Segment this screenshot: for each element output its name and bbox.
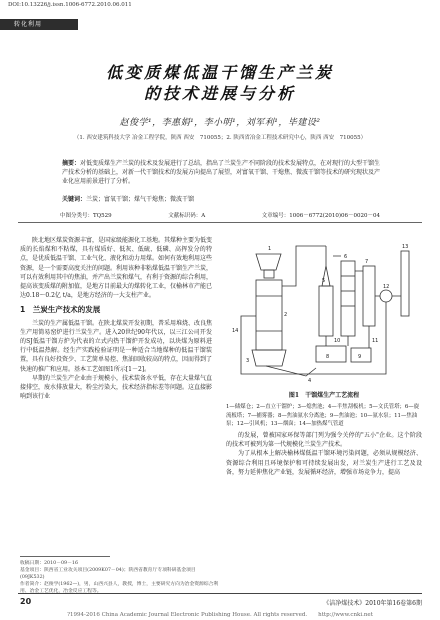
page-number: 20 bbox=[20, 597, 32, 606]
right-column bbox=[226, 236, 422, 477]
doi-header bbox=[8, 2, 132, 9]
abstract bbox=[62, 159, 382, 186]
divider bbox=[18, 222, 422, 223]
document-code: 文献标识码：A bbox=[168, 213, 206, 219]
diagram-label: 5 bbox=[322, 278, 326, 284]
received-date: 收稿日期：2010－09－16 bbox=[20, 561, 78, 566]
keywords-heading: 关键词： bbox=[62, 196, 87, 203]
article-number: 文章编号：1006－6772(2010)06－0020－04 bbox=[261, 213, 380, 219]
copyright-line: ?1994-2016 China Academic Journal Electronic Publishing House. All rights reserved. http://www.cnki.net bbox=[67, 612, 373, 618]
diagram-label: 4 bbox=[308, 378, 312, 384]
diagram-label: 9 bbox=[358, 354, 362, 360]
diagram-label: 10 bbox=[334, 338, 341, 344]
body-paragraph: 兰炭的生产属低温干馏。在陕北煤炭开发初期，普采用堆烧、改良焦生产用简易窑炉进行兰炭生产。进入20世纪90年代以，以三江公司开发的SJ低温干馏方炉为代表的立式内热干馏炉开发成功，以块煤为原料进行中低温热解。经生产实践检验证明是一种适合当地煤种的低温干馏装置，具有良好投资少、工艺简单易控、焦油回收较高的特点，因而得到了快速的推广和应用。基本工艺如图1所示[1－2]。 bbox=[20, 319, 213, 373]
paper-title-line1: 低变质煤低温干馏生产兰炭 bbox=[105, 63, 334, 82]
diagram-label: 1 bbox=[268, 246, 272, 252]
diagram-label: 2 bbox=[284, 312, 288, 318]
keywords-text: 兰炭；富氧干馏；煤气干熄焦；微波干馏 bbox=[86, 196, 195, 203]
diagram-label: 11 bbox=[372, 338, 379, 344]
process-flow-diagram bbox=[226, 236, 422, 386]
figure-legend: 1—储煤仓；2—直立干馏炉；3—熄焦池；4—半焦刮板机；5—文氏管塔；6—旋流板塔；7—捕雾器；8—焦油氨水分离池；9—焦油池；10—氨水泵；11—焦油泵；12—引风机；13—烟囱；14—加热煤气管道 bbox=[226, 404, 420, 428]
footer-divider bbox=[18, 593, 422, 594]
section-tag: 转化利用 bbox=[0, 19, 78, 30]
author-bio: 作者简介：赵俊学(1962—)，男，山西兴县人，教授，博士，主要研究方向为冶金资源综合利用、冶金工艺优化，冶金反应工程等。 bbox=[20, 582, 219, 594]
clc-number: 中图分类号：TQ529 bbox=[60, 213, 112, 219]
body-paragraph: 的发展，曾被国家环保等部门列为强令关停的"五小"企业。这个阶段的技术可被列为第一代规模化兰炭生产技术。 bbox=[226, 431, 422, 449]
doi-text: DOI:10.13226/j.issn.1006-6772.2010.06.011 bbox=[8, 2, 132, 8]
right-body-text bbox=[226, 431, 422, 477]
paper-title-line2: 的技术进展与分析 bbox=[143, 84, 296, 103]
diagram-label: 3 bbox=[246, 358, 250, 364]
diagram-label: 8 bbox=[326, 354, 330, 360]
footnote-divider bbox=[20, 556, 110, 557]
author-list: 赵俊学¹，李惠娟¹，李小明¹，刘军利¹，毕建设² bbox=[119, 118, 321, 128]
abstract-heading: 摘要： bbox=[62, 160, 81, 167]
body-paragraph: 早期的兰炭生产企业由于规模小，技术装备水平低，存在大量煤气直接排空，废水排放量大，粉尘污染大，技术经济指标差等问题。这直接影响到该行业 bbox=[20, 374, 213, 401]
section-heading: 1 兰炭生产技术的发展 bbox=[20, 305, 101, 315]
footnotes bbox=[20, 560, 220, 595]
classification-line bbox=[60, 211, 380, 219]
diagram-label: 6 bbox=[344, 254, 348, 260]
diagram-label: 12 bbox=[383, 284, 390, 290]
journal-reference: 《洁净煤技术》2010年第16卷第6期 bbox=[323, 600, 422, 607]
left-column bbox=[20, 236, 212, 401]
abstract-text: 对低变质煤生产兰炭的技术及发展进行了总结，指出了兰炭生产不同阶段的技术发展特点，在对现行的大型干馏生产技术分析的基础上，对新一代干馏技术的发展方向提出了展望，对富氧干馏、干熄焦、微波干馏等技术的研究现状及产业化应用前景进行了分析。 bbox=[62, 160, 381, 185]
keywords bbox=[62, 194, 382, 203]
diagram-label: 13 bbox=[402, 244, 409, 250]
affiliations: （1. 西安建筑科技大学 冶金工程学院，陕西 西安 710055；2. 陕西省冶金工程技术研究中心，陕西 西安 710055） bbox=[73, 135, 367, 141]
diagram-label: 14 bbox=[232, 328, 239, 334]
diagram-label: 7 bbox=[365, 259, 369, 265]
fund-info: 基金项目：陕西省工业攻关项目(2009K07－04)；陕西省教育厅专项科研基金项目(09JK532) bbox=[20, 568, 196, 580]
figure-caption: 图1 干馏煤生产工艺流程 bbox=[288, 392, 360, 400]
body-paragraph: 陕北地区煤炭资源丰富，是国家级能源化工基地。其煤种主要为低变质的长焰煤和不粘煤，具有煤质好、低灰、低硫、低磷、高挥发分的特点，是优质低温干馏、工业气化、液化和动力用煤。如何有效地利用这些资源，是一个需要高度关注的问题。利用该种非粘煤低温干馏生产兰炭，可以有效利用其中的焦油，并产出兰炭和煤气，有利于资源的综合利用，提高该变质煤的附加值，是地方目前最大的煤转化工业，仅榆林市产能已达0.18～0.2亿 t/a，是地方经济的一大支柱产业。 bbox=[20, 237, 213, 300]
body-paragraph: 为了从根本上解决榆林煤低温干馏环境污染问题，必须从规模经济、资源综合利用且环境保护和可持续发展出发，对兰炭生产进行工艺及设备，努力延伸焦化产业链，发展循环经济，增强市场竞争力，提高 bbox=[226, 450, 422, 476]
